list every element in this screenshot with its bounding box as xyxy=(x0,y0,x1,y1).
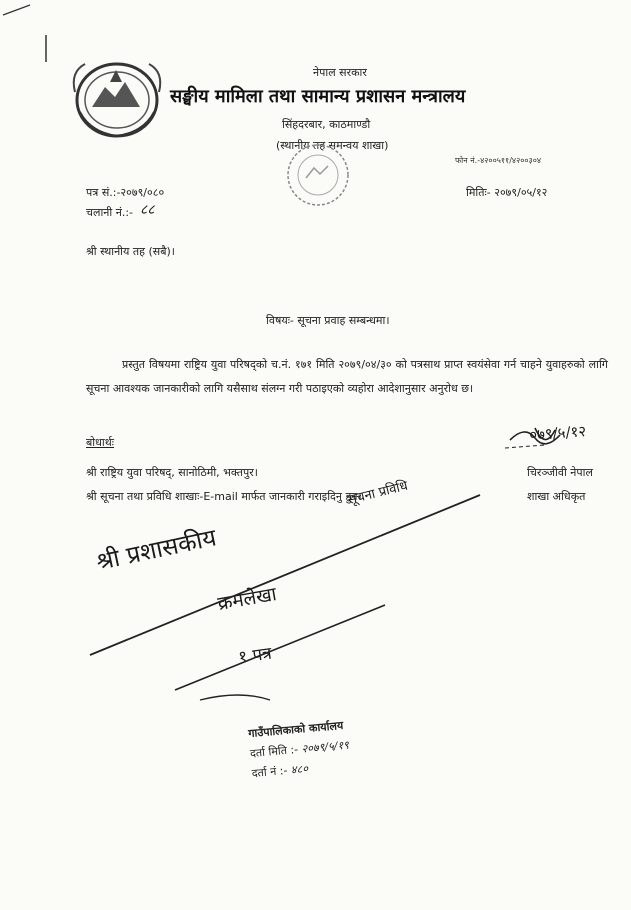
ministry-address: सिंहदरबार, काठमाण्डौ xyxy=(282,118,371,131)
cc-item: श्री सूचना तथा प्रविधि शाखाः-E-mail मार्फत जानकारी गराइदिनु हुन। xyxy=(86,490,362,503)
handwritten-note: क्रमलेखा xyxy=(216,583,279,616)
dispatch-number-handwritten: ८८ xyxy=(140,202,155,218)
registration-stamp xyxy=(248,714,393,786)
cc-item: श्री राष्ट्रिय युवा परिषद्, सानोठिमी, भक्तपुर। xyxy=(86,466,258,479)
handwritten-note: श्री प्रशासकीय xyxy=(93,523,219,577)
stamp-number-label: दर्ता नं :- xyxy=(251,763,288,781)
branch-name: (स्थानीय तह समन्वय शाखा) xyxy=(276,139,389,152)
ministry-name: सङ्घीय मामिला तथा सामान्य प्रशासन मन्त्रालय xyxy=(170,86,466,107)
subject-line: विषयः- सूचना प्रवाह सम्बन्धमा। xyxy=(266,314,390,327)
stamp-date-label: दर्ता मिति :- xyxy=(249,742,299,761)
handwritten-note: सूचना प्रविधि xyxy=(346,478,410,508)
reference-number: पत्र सं.:-२०७९/०८० xyxy=(86,186,165,199)
stamp-number-value: ४८० xyxy=(290,762,309,777)
recipient: श्री स्थानीय तह (सबै)। xyxy=(86,245,175,258)
signatory-name: चिरञ्जीवी नेपाल xyxy=(527,466,593,479)
dispatch-number-label: चलानी नं.:- xyxy=(86,206,134,219)
stamp-date-value: २०७९/५/१९ xyxy=(300,738,350,756)
handwritten-note: १ पत्र xyxy=(237,643,273,668)
letter-body: प्रस्तुत विषयमा राष्ट्रिय युवा परिषद्को च.नं. १७१ मिति २०७९/०४/३० को पत्रसाथ प्राप्त स्वयंसेवा गर्न चाहने युवाहरुको लागि सूचना आवश्यक जानकारीको लागि यसैसाथ संलग्न गरी पठाइएको व्यहोरा आदेशानुसार अनुरोध छ। xyxy=(86,358,608,395)
cc-heading: बोधार्थः xyxy=(86,436,114,449)
signatory-title: शाखा अधिकृत xyxy=(527,490,586,503)
phone-number: फोन नं.-४२००५११/४२००३०४ xyxy=(455,156,542,165)
letter-date: मितिः- २०७९/०५/१२ xyxy=(466,186,548,199)
signature-date: ०७९/५/१२ xyxy=(528,422,587,445)
government-name: नेपाल सरकार xyxy=(313,66,367,79)
stamp-title: गाउँपालिकाको कार्यालय xyxy=(247,718,344,741)
